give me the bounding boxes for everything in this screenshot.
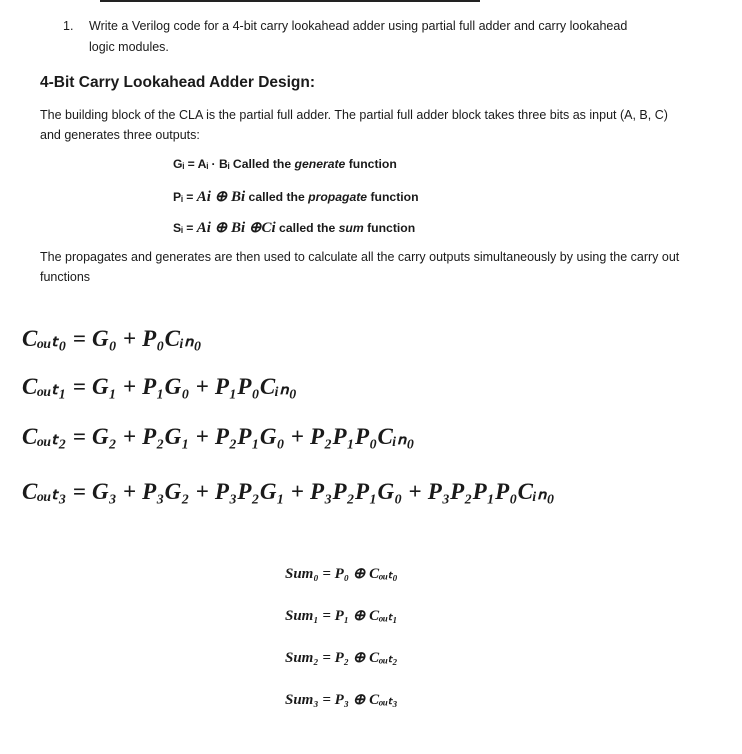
top-divider: [100, 0, 480, 2]
carry-equation-cout0: Cₒᵤₜ₀ = G₀ + P₀Cᵢₙ₀: [22, 326, 202, 351]
sum-equation-2: Sum₂ = P₂ ⊕ Cₒᵤₜ₂: [285, 650, 398, 666]
sum-tail: function: [363, 221, 416, 235]
propagate-definition: [173, 187, 419, 206]
sum-equation-1: Sum₁ = P₁ ⊕ Cₒᵤₜ₁: [285, 608, 398, 624]
sum-math: Ai ⊕ Bi ⊕Ci: [196, 220, 276, 236]
sum-mid: called the: [275, 221, 339, 235]
carry-equation-cout2: Cₒᵤₜ₂ = G₂ + P₂G₁ + P₂P₁G₀ + P₂P₁P₀Cᵢₙ₀: [22, 424, 415, 449]
sum-equation-0: Sum₀ = P₀ ⊕ Cₒᵤₜ₀: [285, 566, 398, 582]
intro-paragraph: The building block of the CLA is the partial full adder. The partial full adder block takes three bits as input (A, B, C) and generates three outputs:: [40, 108, 668, 142]
carry-equation-cout1: Cₒᵤₜ₁ = G₁ + P₁G₀ + P₁P₀Cᵢₙ₀: [22, 374, 298, 399]
propagate-mid: called the: [245, 190, 309, 204]
question-text: Write a Verilog code for a 4-bit carry lookahead adder using partial full adder and carry lookahead logic modules.: [89, 19, 628, 54]
propagate-math: Ai ⊕ Bi: [196, 189, 246, 205]
carry-equation-cout3: Cₒᵤₜ₃ = G₃ + P₃G₂ + P₃P₂G₁ + P₃P₂P₁G₀ + P₃P₂P₁P₀Cᵢₙ₀: [22, 479, 555, 504]
sum-definition: [173, 218, 415, 237]
question-number: 1.: [63, 19, 74, 33]
generate-lhs: Gᵢ = Aᵢ · Bᵢ: [173, 157, 230, 171]
propagate-lhs: Pᵢ =: [173, 190, 197, 204]
section-heading: 4-Bit Carry Lookahead Adder Design:: [40, 74, 316, 91]
generate-term: generate: [294, 157, 346, 171]
generate-mid: Called the: [229, 157, 295, 171]
propagate-term: propagate: [308, 190, 368, 204]
sum-lhs: Sᵢ =: [173, 221, 197, 235]
generate-definition: [173, 157, 397, 171]
sum-term: sum: [338, 221, 364, 235]
generate-tail: function: [345, 157, 397, 171]
carry-paragraph: The propagates and generates are then used to calculate all the carry outputs simultaneously by using the carry out functions: [40, 250, 680, 284]
propagate-tail: function: [367, 190, 419, 204]
sum-equation-3: Sum₃ = P₃ ⊕ Cₒᵤₜ₃: [285, 692, 398, 708]
